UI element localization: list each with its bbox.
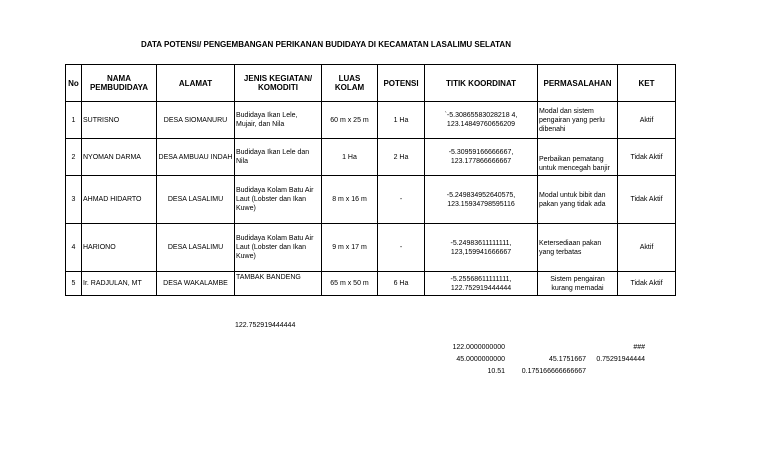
cell-jenis: TAMBAK BANDENG — [235, 272, 322, 296]
cell-no: 1 — [66, 102, 82, 139]
header-ket: KET — [618, 65, 676, 102]
cell-titik: -5.249834952640575, 123.15934798595116 — [425, 176, 538, 224]
cell-nama: SUTRISNO — [82, 102, 157, 139]
footer-value-6: 0.75291944444 — [596, 356, 645, 363]
document-title: DATA POTENSI/ PENGEMBANGAN PERIKANAN BUDIDAYA DI KECAMATAN LASALIMU SELATAN — [141, 40, 511, 49]
header-potensi: POTENSI — [378, 65, 425, 102]
cell-nama: AHMAD HIDARTO — [82, 176, 157, 224]
cell-no: 4 — [66, 224, 82, 272]
cell-masalah: Ketersediaan pakan yang terbatas — [538, 224, 618, 272]
header-masalah: PERMASALAHAN — [538, 65, 618, 102]
cell-alamat: DESA AMBUAU INDAH — [157, 139, 235, 176]
cell-ket: Tidak Aktif — [618, 176, 676, 224]
cell-ket: Tidak Aktif — [618, 272, 676, 296]
cell-masalah: Modal untuk bibit dan pakan yang tidak ada — [538, 176, 618, 224]
cell-potensi: 2 Ha — [378, 139, 425, 176]
footer-value-2: 122.0000000000 — [452, 344, 505, 351]
cell-masalah: Sistem pengairan kurang memadai — [538, 272, 618, 296]
table-row — [66, 139, 676, 176]
cell-luas: 8 m x 16 m — [322, 176, 378, 224]
header-luas: LUAS KOLAM — [322, 65, 378, 102]
cell-potensi: - — [378, 224, 425, 272]
cell-ket: Tidak Aktif — [618, 139, 676, 176]
cell-jenis: Budidaya Ikan Lele dan Nila — [235, 139, 322, 176]
footer-value-7: 10.51 — [487, 368, 505, 375]
cell-luas: 1 Ha — [322, 139, 378, 176]
table-row — [66, 102, 676, 139]
header-nama: NAMA PEMBUDIDAYA — [82, 65, 157, 102]
cell-titik: -5.25568611111111, 122.752919444444 — [425, 272, 538, 296]
table-row — [66, 224, 676, 272]
cell-nama: Ir. RADJULAN, MT — [82, 272, 157, 296]
cell-alamat: DESA LASALIMU — [157, 176, 235, 224]
cell-alamat: DESA WAKALAMBE — [157, 272, 235, 296]
cell-luas: 60 m x 25 m — [322, 102, 378, 139]
cell-nama: NYOMAN DARMA — [82, 139, 157, 176]
cell-luas: 9 m x 17 m — [322, 224, 378, 272]
table-row — [66, 176, 676, 224]
cell-nama: HARIONO — [82, 224, 157, 272]
cell-no: 5 — [66, 272, 82, 296]
cell-titik: -5.30959166666667, 123.177866666667 — [425, 139, 538, 176]
cell-no: 3 — [66, 176, 82, 224]
footer-value-8: 0.175166666666667 — [521, 368, 586, 375]
footer-value-4: 45.0000000000 — [456, 356, 505, 363]
cell-potensi: 1 Ha — [378, 102, 425, 139]
footer-value-1: 122.752919444444 — [235, 322, 296, 329]
data-table — [65, 64, 676, 296]
cell-alamat: DESA LASALIMU — [157, 224, 235, 272]
table-header-row — [66, 65, 676, 102]
cell-masalah: Perbaikan pematang untuk mencegah banjir — [538, 139, 618, 176]
footer-value-5: 45.1751667 — [549, 356, 586, 363]
cell-jenis: Budidaya Kolam Batu Air Laut (Lobster dan Ikan Kuwe) — [235, 224, 322, 272]
cell-jenis: Budidaya Kolam Batu Air Laut (Lobster dan Ikan Kuwe) — [235, 176, 322, 224]
cell-jenis: Budidaya Ikan Lele, Mujair, dan Nila — [235, 102, 322, 139]
cell-ket: Aktif — [618, 224, 676, 272]
cell-masalah: Modal dan sistem pengairan yang perlu dibenahi — [538, 102, 618, 139]
header-alamat: ALAMAT — [157, 65, 235, 102]
footer-value-3: ### — [633, 344, 645, 351]
cell-potensi: - — [378, 176, 425, 224]
cell-ket: Aktif — [618, 102, 676, 139]
table-row — [66, 272, 676, 296]
header-no: No — [66, 65, 82, 102]
cell-titik: -5.24983611111111, 123,159941666667 — [425, 224, 538, 272]
cell-luas: 65 m x 50 m — [322, 272, 378, 296]
cell-titik: `-5.30865583028218 4, 123.14849760656209 — [425, 102, 538, 139]
cell-alamat: DESA SIOMANURU — [157, 102, 235, 139]
header-titik: TITIK KOORDINAT — [425, 65, 538, 102]
cell-potensi: 6 Ha — [378, 272, 425, 296]
cell-no: 2 — [66, 139, 82, 176]
header-jenis: JENIS KEGIATAN/ KOMODITI — [235, 65, 322, 102]
